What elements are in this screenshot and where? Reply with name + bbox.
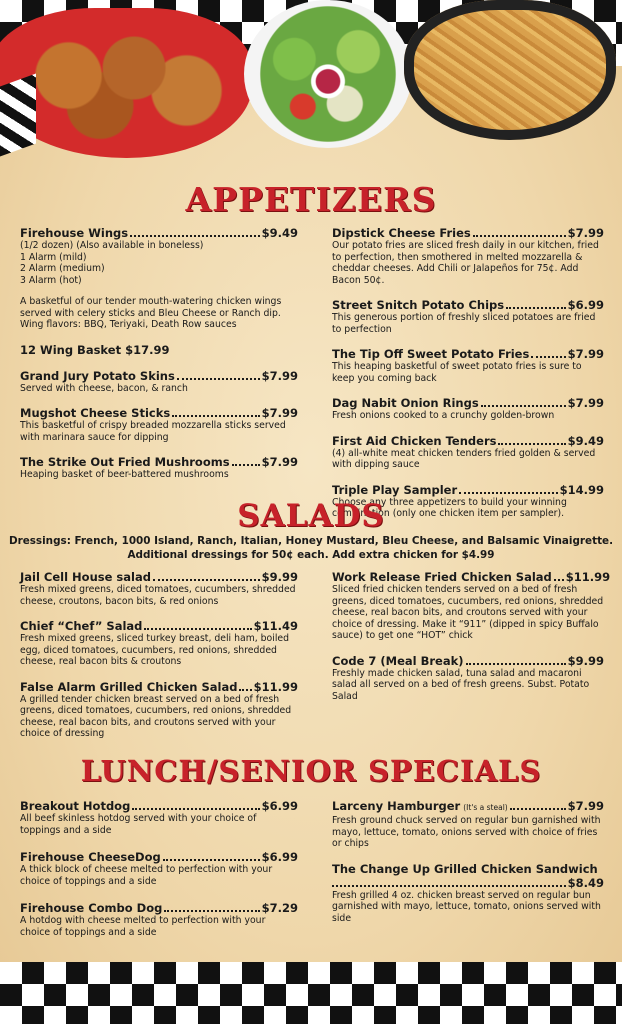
- item-price: $7.99: [261, 455, 298, 469]
- cheese-fries-photo: [404, 0, 616, 140]
- item-description: Fresh mixed greens, sliced turkey breast, deli ham, boiled egg, diced tomatoes, cucumbers, red onions, shredded cheese, real bacon bits & croutons: [20, 633, 290, 667]
- menu-item-fried-chicken-salad: [332, 570, 611, 642]
- dot-leader: [132, 808, 259, 810]
- menu-item-potato-chips: [332, 298, 604, 335]
- wings-heat-mild: 1 Alarm (mild): [20, 251, 87, 263]
- item-price: $6.99: [261, 799, 298, 813]
- menu-item-change-up-sandwich: [332, 862, 604, 925]
- dot-leader: [332, 885, 566, 887]
- menu-item-house-salad: [20, 570, 298, 607]
- item-aside: (It's a steal): [463, 803, 508, 812]
- salads-right-column: [332, 570, 611, 714]
- item-name: Mugshot Cheese Sticks: [20, 406, 171, 420]
- menu-item-combo-dog: [20, 901, 298, 938]
- menu-item-grilled-chicken-salad: [20, 680, 298, 740]
- menu-item-larceny-hamburger: [332, 799, 604, 850]
- item-description: Fresh ground chuck served on regular bun garnished with mayo, lettuce, tomato, onions served with choice of fries or chips: [332, 815, 601, 849]
- dot-leader: [554, 579, 564, 581]
- item-price: $11.99: [565, 570, 611, 584]
- item-name: Code 7 (Meal Break): [332, 653, 464, 668]
- item-name: Street Snitch Potato Chips: [332, 298, 505, 312]
- item-price: $7.99: [567, 396, 604, 410]
- item-description: Choose any three appetizers to build your winning combination (only one chicken item per sampler).: [332, 496, 567, 519]
- item-price: $8.49: [567, 875, 604, 890]
- item-price: $6.99: [567, 298, 604, 312]
- item-name: Chief “Chef” Salad: [20, 619, 143, 633]
- item-name: The Strike Out Fried Mushrooms: [20, 455, 230, 469]
- wings-heat-hot: 3 Alarm (hot): [20, 274, 82, 286]
- item-name: Work Release Fried Chicken Salad: [332, 570, 552, 584]
- menu-item-chicken-tenders: [332, 434, 604, 471]
- item-price: $7.99: [261, 368, 298, 383]
- dot-leader: [531, 356, 565, 358]
- item-name: Breakout Hotdog: [20, 799, 131, 813]
- dot-leader: [177, 378, 260, 380]
- checkered-border-bottom: [0, 962, 622, 1024]
- item-price: $7.99: [567, 226, 604, 240]
- menu-item-potato-skins: [20, 369, 298, 395]
- item-description: Sliced fried chicken tenders served on a bed of fresh greens, diced tomatoes, cucumbers, red onions, shredded cheese, real bacon bits, and croutons served with your choice of dressing. Make it “911” (dipped in spicy Buffalo sauce) to get one “HOT” chick: [332, 584, 604, 641]
- menu-item-breakout-hotdog: [20, 799, 298, 836]
- dot-leader: [466, 663, 566, 665]
- dot-leader: [498, 443, 565, 445]
- dot-leader: [172, 415, 259, 417]
- dot-leader: [130, 235, 260, 237]
- item-name: Dag Nabit Onion Rings: [332, 396, 479, 410]
- item-name: The Tip Off Sweet Potato Fries: [332, 347, 530, 361]
- item-price: $7.99: [261, 406, 298, 420]
- menu-item-fried-mushrooms: [20, 455, 298, 481]
- item-description: Freshly made chicken salad, tuna salad and macaroni salad all served on a bed of fresh greens. Subst. Potato Salad: [332, 667, 590, 702]
- item-name: Firehouse Combo Dog: [20, 901, 163, 915]
- menu-item-firehouse-wings: [20, 226, 298, 331]
- item-price: $11.99: [253, 679, 298, 694]
- appetizers-left-column: [20, 226, 298, 493]
- item-description: This heaping basketful of sweet potato fries is sure to keep you coming back: [332, 361, 582, 384]
- item-price: $9.49: [567, 433, 604, 448]
- item-description: This generous portion of freshly sliced potatoes are fried to perfection: [332, 312, 596, 335]
- dressings-list: Dressings: French, 1000 Island, Ranch, Italian, Honey Mustard, Bleu Cheese, and Balsamic Vinaigrette.: [8, 535, 614, 547]
- dot-leader: [481, 405, 566, 407]
- item-description: Fresh onions cooked to a crunchy golden-brown: [332, 410, 555, 421]
- item-name: Jail Cell House salad: [20, 570, 151, 584]
- item-description: Served with cheese, bacon, & ranch: [20, 382, 188, 394]
- item-name: Larceny Hamburger: [332, 799, 461, 813]
- item-price: $9.49: [261, 226, 298, 240]
- salad-photo: [244, 0, 412, 148]
- menu-item-cheese-sticks: [20, 406, 298, 443]
- item-name: Firehouse CheeseDog: [20, 850, 161, 864]
- item-name: False Alarm Grilled Chicken Salad: [20, 679, 238, 694]
- dot-leader: [510, 808, 566, 810]
- item-name: Firehouse Wings: [20, 226, 129, 240]
- dot-leader: [163, 859, 260, 861]
- appetizers-heading: APPETIZERS: [185, 180, 437, 219]
- item-description: A hotdog with cheese melted to perfection with your choice of toppings and a side: [20, 915, 266, 938]
- item-name: Grand Jury Potato Skins: [20, 368, 175, 383]
- item-description: All beef skinless hotdog served with your choice of toppings and a side: [20, 813, 257, 836]
- chicken-wings-photo: [0, 8, 252, 158]
- menu-item-meal-break: [332, 654, 604, 703]
- lunch-left-column: [20, 799, 298, 950]
- item-price: $9.99: [567, 653, 604, 668]
- menu-item-sweet-potato-fries: [332, 347, 604, 384]
- item-price: $6.99: [261, 850, 298, 864]
- basket-liner-decoration: [0, 73, 36, 156]
- item-description: Heaping basket of beer-battered mushrooms: [20, 469, 229, 480]
- lunch-right-column: [332, 799, 604, 936]
- dot-leader: [473, 235, 566, 237]
- item-description: A thick block of cheese melted to perfection with your choice of toppings and a side: [20, 864, 273, 887]
- dot-leader: [232, 464, 260, 466]
- item-name: First Aid Chicken Tenders: [332, 433, 497, 448]
- item-description: This basketful of crispy breaded mozzarella sticks served with marinara sauce for dipping: [20, 420, 286, 443]
- wings-heat-medium: 2 Alarm (medium): [20, 263, 105, 274]
- menu-item-chef-salad: [20, 619, 298, 668]
- item-name: The Change Up Grilled Chicken Sandwich: [332, 861, 598, 876]
- item-name: Triple Play Sampler: [332, 482, 458, 497]
- appetizers-right-column: [332, 226, 604, 532]
- dot-leader: [144, 628, 251, 630]
- wings-size-note: (1/2 dozen) (Also available in boneless): [20, 240, 204, 251]
- item-price: $14.99: [559, 482, 604, 497]
- menu-item-cheesedog: [20, 850, 298, 887]
- dot-leader: [239, 689, 251, 691]
- item-price: $11.49: [253, 619, 298, 633]
- menu-item-onion-rings: [332, 396, 604, 422]
- item-price: $9.99: [261, 570, 298, 584]
- menu-item-cheese-fries: [332, 226, 604, 286]
- item-description: A basketful of our tender mouth-watering chicken wings served with celery sticks and Bleu Cheese or Ranch dip. Wing flavors: BBQ, Teriyaki, Death Row sauces: [20, 296, 282, 330]
- salads-left-column: [20, 570, 298, 752]
- item-description: Fresh mixed greens, diced tomatoes, cucumbers, shredded cheese, croutons, bacon bits, & red onions: [20, 584, 296, 607]
- salads-heading: SALADS: [237, 498, 385, 534]
- item-price: $7.99: [567, 799, 604, 813]
- wing-basket-offer: 12 Wing Basket $17.99: [20, 342, 170, 357]
- item-description: Fresh grilled 4 oz. chicken breast served on regular bun garnished with mayo, lettuce, tomato, onions served with side: [332, 889, 601, 924]
- dot-leader: [506, 307, 566, 309]
- lunch-specials-heading: LUNCH/SENIOR SPECIALS: [80, 754, 542, 788]
- dot-leader: [459, 492, 557, 494]
- dot-leader: [164, 910, 259, 912]
- item-description: A grilled tender chicken breast served on a bed of fresh greens, diced tomatoes, cucumbers, red onions, shredded cheese, real bacon bits, and croutons served with your choice of dressing: [20, 693, 292, 739]
- item-name: Dipstick Cheese Fries: [332, 226, 471, 240]
- item-price: $7.99: [567, 347, 604, 361]
- dressings-note: [0, 534, 622, 562]
- item-description: (4) all-white meat chicken tenders fried golden & served with dipping sauce: [332, 447, 596, 470]
- item-price: $7.29: [261, 901, 298, 915]
- dot-leader: [153, 579, 260, 581]
- dressings-extras: Additional dressings for 50¢ each. Add extra chicken for $4.99: [127, 549, 495, 561]
- item-description: Our potato fries are sliced fresh daily in our kitchen, fried to perfection, then smothered in melted mozzarella & cheddar cheeses. Add Chili or Jalapeños for 75¢. Add Bacon 50¢.: [332, 240, 599, 286]
